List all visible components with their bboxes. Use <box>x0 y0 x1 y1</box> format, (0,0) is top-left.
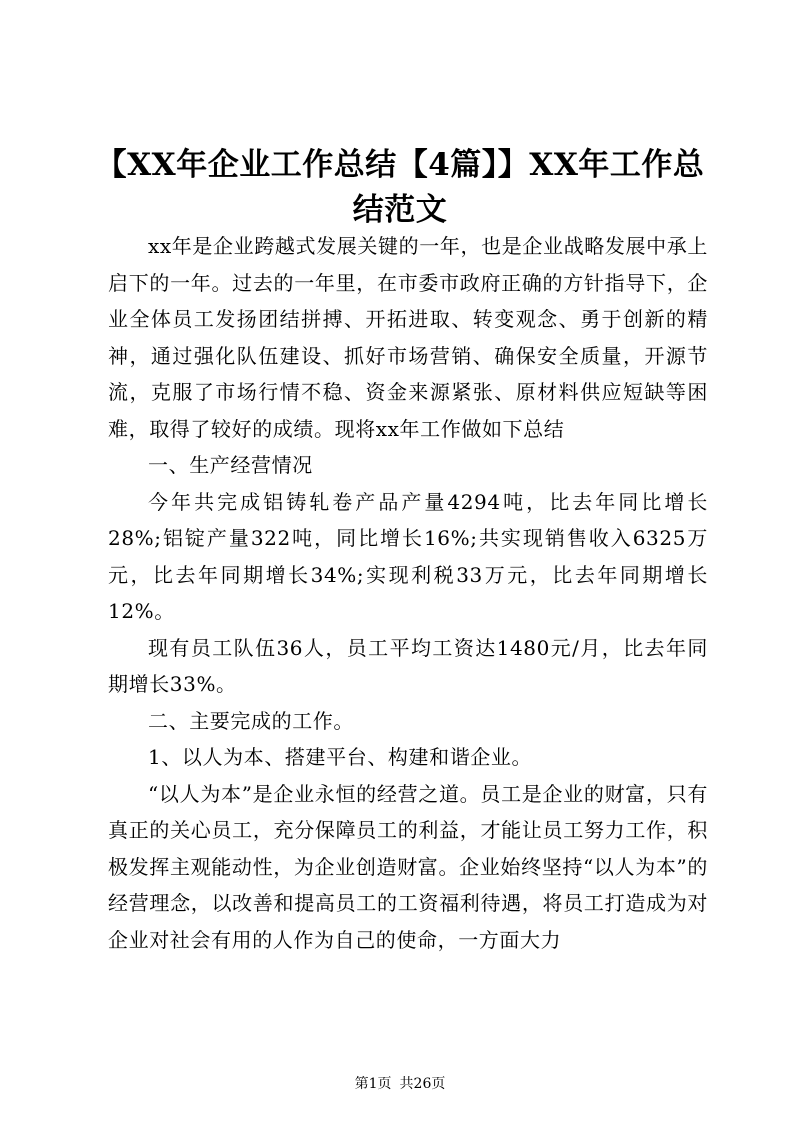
document-body <box>108 228 708 958</box>
paragraph-staff-stats: 现有员工队伍36人，员工平均工资达1480元/月，比去年同期增长33%。 <box>108 635 708 696</box>
paragraph-intro: xx年是企业跨越式发展关键的一年，也是企业战略发展中承上启下的一年。过去的一年里，在市委市政府正确的方针指导下，企业全体员工发扬团结拼搏、开拓进取、转变观念、勇于创新的精神，通过强化队伍建设、抓好市场营销、确保安全质量，开源节流，克服了市场行情不稳、资金来源紧张、原材料供应短缺等困难，取得了较好的成绩。现将xx年工作做如下总结 <box>108 234 708 441</box>
subsection-heading-people: 1、以人为本、搭建平台、构建和谐企业。 <box>148 745 533 769</box>
section-heading-production: 一、生产经营情况 <box>148 453 313 477</box>
paragraph-production-stats: 今年共完成铝铸轧卷产品产量4294吨，比去年同比增长28%;铝锭产量322吨，同比增长16%;共实现销售收入6325万元，比去年同期增长34%;实现利税33万元，比去年同期增长12%。 <box>108 489 708 623</box>
page-footer <box>0 1074 800 1094</box>
page-number: 第1页 <box>354 1076 392 1092</box>
paragraph-people-first: “以人为本”是企业永恒的经营之道。员工是企业的财富，只有真正的关心员工，充分保障员工的利益，才能让员工努力工作，积极发挥主观能动性，为企业创造财富。企业始终坚持“以人为本”的经营理念，以改善和提高员工的工资福利待遇，将员工打造成为对企业对社会有用的人作为自己的使命，一方面大力 <box>108 781 708 952</box>
document-title: 【XX年企业工作总结【4篇】】XX年工作总结范文 <box>95 147 705 228</box>
section-heading-main-work: 二、主要完成的工作。 <box>148 708 354 733</box>
page-total: 共26页 <box>399 1076 446 1092</box>
